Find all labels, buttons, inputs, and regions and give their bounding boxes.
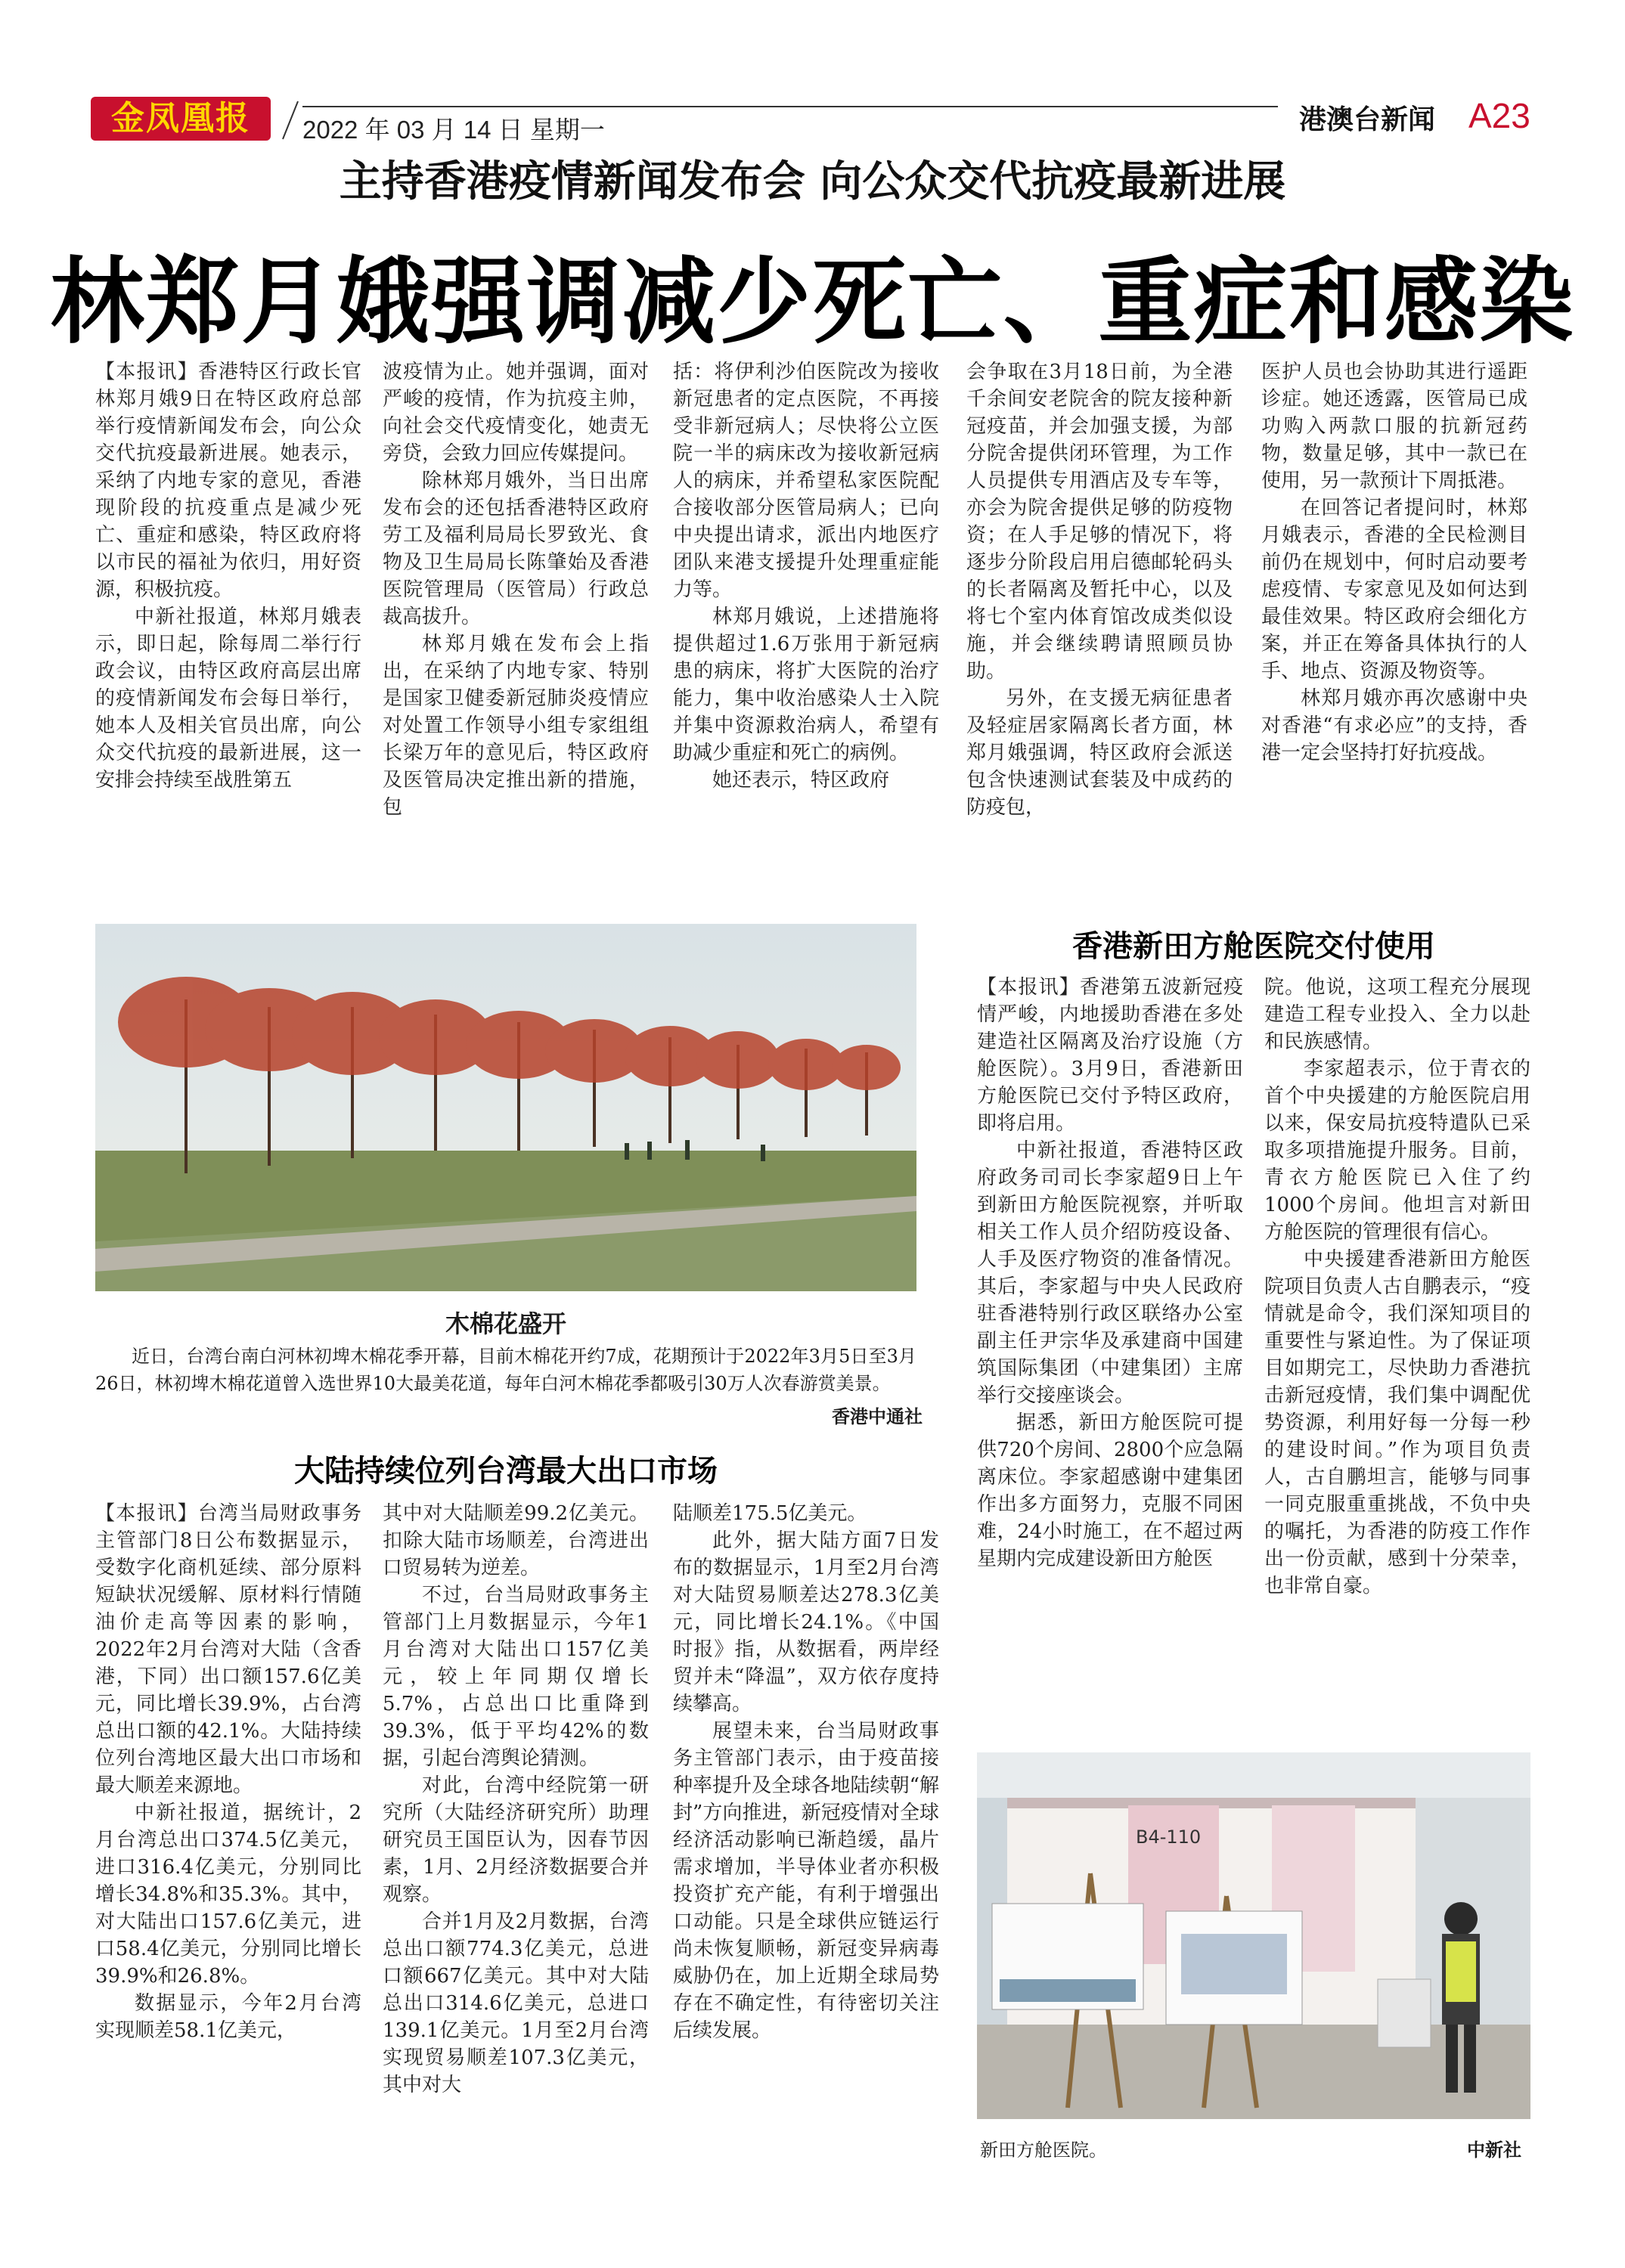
hospital-photo: [977, 1752, 1530, 2119]
hospital-photo-credit: 中新社: [1467, 2139, 1521, 2161]
lead-column-4: [966, 358, 1233, 903]
paragraph: 林郑月娥说，上述措施将提供超过1.6万张用于新冠病患的病床，将扩大医院的治疗能力，集中收治感染人士入院并集中资源救治病人，希望有助减少重症和死亡的病例。: [673, 606, 939, 764]
hk-column-1: [977, 974, 1243, 1737]
paragraph: 【本报讯】香港第五波新冠疫情严峻，内地援助香港在多处建造社区隔离及治疗设施（方舱医院）。3月9日，香港新田方舱医院已交付予特区政府，即将启用。: [977, 976, 1243, 1135]
paragraph: 展望未来，台当局财政事务主管部门表示，由于疫苗接种率提升及全球各地陆续朝“解封”方向推进，新冠疫情对全球经济活动影响已渐趋缓，晶片需求增加，半导体业者亦积极投资扩充产能，有利于增强出口动能。只是全球供应链运行尚未恢复顺畅，新冠变异病毒威胁仍在，加上近期全球局势存在不确定性，有待密切关注后续发展。: [673, 1720, 939, 2042]
section-name: 港澳台新闻: [1299, 104, 1436, 135]
kapok-photo-title: 木棉花盛开: [445, 1309, 566, 1338]
paragraph: 中新社报道，香港特区政府政务司司长李家超9日上午到新田方舱医院视察，并听取相关工作人员介绍防疫设备、人手及医疗物资的准备情况。其后，李家超与中央人民政府驻香港特别行政区联络办公室副主任尹宗华及承建商中国建筑国际集团（中建集团）主席举行交接座谈会。: [977, 1139, 1243, 1407]
lead-subheadline: 主持香港疫情新闻发布会 向公众交代抗疫最新进展: [339, 157, 1286, 206]
issue-date: 2022 年 03 月 14 日 星期一: [302, 116, 605, 144]
paragraph: 据悉，新田方舱医院可提供720个房间、2800个应急隔离床位。李家超感谢中建集团作出多方面努力，克服不同困难，24小时施工，在不超过两星期内完成建设新田方舱医: [977, 1411, 1243, 1570]
lead-headline: 林郑月娥强调减少死亡、重症和感染: [50, 248, 1575, 357]
paragraph: 她还表示，特区政府: [712, 769, 890, 792]
hk-column-2: [1264, 974, 1530, 1737]
paragraph: 中央援建香港新田方舱医院项目负责人古自鹏表示，“疫情就是命令，我们深知项目的重要性与紧迫性。为了保证项目如期完工，尽快助力香港抗击新冠疫情，我们集中调配优势资源，利用好每一分每一秒的建设时间。”作为项目负责人，古自鹏坦言，能够与同事一同克服重重挑战，不负中央的嘱托，为香港的防疫工作作出一份贡献，感到十分荣幸，也非常自豪。: [1264, 1248, 1530, 1597]
kapok-tree-photo: [95, 924, 916, 1291]
taiwan-column-1: [95, 1500, 361, 2127]
paragraph: 合并1月及2月数据，台湾总出口额774.3亿美元，总进口额667亿美元。其中对大陆总出口314.6亿美元，总进口139.1亿美元。1月至2月台湾实现贸易顺差107.3亿美元，其中对大: [383, 1910, 649, 2096]
taiwan-article-title: 大陆持续位列台湾最大出口市场: [294, 1454, 718, 1489]
taiwan-column-3: [673, 1500, 939, 2127]
lead-column-1: [95, 358, 361, 903]
header-rule: [302, 106, 1278, 107]
kapok-photo-credit: 香港中通社: [832, 1406, 923, 1427]
paragraph: 【本报讯】香港特区行政长官林郑月娥9日在特区政府总部举行疫情新闻发布会，向公众交代抗疫最新进展。她表示，采纳了内地专家的意见，香港现阶段的抗疫重点是减少死亡、重症和感染，特区政府将以市民的福祉为依归，用好资源，积极抗疫。: [95, 361, 361, 601]
kapok-tree-illustration: [95, 924, 916, 1291]
lead-column-3: [673, 358, 939, 903]
paragraph: 中新社报道，据统计，2月台湾总出口374.5亿美元，进口316.4亿美元，分别同比增长34.8%和35.3%。其中，对大陆出口157.6亿美元，进口58.4亿美元，分别同比增长39.9%和26.8%。: [95, 1802, 361, 1988]
hk-article-title: 香港新田方舱医院交付使用: [1072, 929, 1435, 964]
paragraph: 在回答记者提问时，林郑月娥表示，香港的全民检测目前仍在规划中，何时启动要考虑疫情、专家意见及如何达到最佳效果。特区政府会细化方案，并正在筹备具体执行的人手、地点、资源及物资等。: [1261, 497, 1527, 683]
paragraph: 中新社报道，林郑月娥表示，即日起，除每周二举行行政会议，由特区政府高层出席的疫情新闻发布会每日举行，她本人及相关官员出席，向公众交代抗疫的最新进展，这一安排会持续至战胜第五: [95, 606, 361, 792]
paragraph: 数据显示，今年2月台湾实现顺差58.1亿美元，: [95, 1992, 361, 2042]
paragraph: 括：将伊利沙伯医院改为接收新冠患者的定点医院，不再接受非新冠病人；尽快将公立医院一半的病床改为接收新冠病人的病床，并希望私家医院配合接收部分医管局病人；已向中央提出请求，派出内地医疗团队来港支援提升处理重症能力等。: [673, 361, 939, 601]
lead-column-5: [1261, 358, 1527, 903]
paragraph: 对此，台湾中经院第一研究所（大陆经济研究所）助理研究员王国臣认为，因春节因素，1月、2月经济数据要合并观察。: [383, 1774, 649, 1906]
header-divider-slash: [278, 98, 301, 142]
paragraph: 林郑月娥在发布会上指出，在采纳了内地专家、特别是国家卫健委新冠肺炎疫情应对处置工作领导小组专家组组长梁万年的意见后，特区政府及医管局决定推出新的措施，包: [383, 633, 649, 819]
paragraph: 会争取在3月18日前，为全港千余间安老院舍的院友接种新冠疫苗，并会加强支援，为部分院舍提供闭环管理，为工作人员提供专用酒店及专车等，亦会为院舍提供足够的防疫物资；在人手足够的情况下，将逐步分阶段启用启德邮轮码头的长者隔离及暂托中心，以及将七个室内体育馆改成类似设施，并会继续聘请照顾员协助。: [966, 361, 1233, 683]
taiwan-column-2: [383, 1500, 649, 2127]
paragraph: 波疫情为止。她并强调，面对严峻的疫情，作为抗疫主帅，向社会交代疫情变化，她责无旁贷，会致力回应传媒提问。: [383, 361, 649, 465]
paragraph: 此外，据大陆方面7日发布的数据显示，1月至2月台湾对大陆贸易顺差达278.3亿美元，同比增长24.1%。《中国时报》指，从数据看，两岸经贸并未“降温”，双方依存度持续攀高。: [673, 1529, 939, 1715]
hospital-illustration: [977, 1752, 1530, 2119]
caption-text: 近日，台湾台南白河林初埤木棉花季开幕，目前木棉花开约7成，花期预计于2022年3月5日至3月26日，林初埤木棉花道曾入选世界10大最美花道，每年白河木棉花季都吸引30万人次春游赏美景。: [95, 1346, 916, 1394]
lead-column-2: [383, 358, 649, 903]
paragraph: 院。他说，这项工程充分展现建造工程专业投入、全力以赴和民族感情。: [1264, 976, 1530, 1053]
paragraph: 其中对大陆顺差99.2亿美元。扣除大陆市场顺差，台湾进出口贸易转为逆差。: [383, 1502, 649, 1579]
paragraph: 林郑月娥亦再次感谢中央对香港“有求必应”的支持，香港一定会坚持打好抗疫战。: [1261, 687, 1527, 764]
hospital-photo-caption: 新田方舱医院。: [980, 2139, 1107, 2161]
paragraph: 另外，在支援无病征患者及轻症居家隔离长者方面，林郑月娥强调，特区政府会派送包含快速测试套装及中成药的防疫包，: [966, 687, 1233, 819]
paragraph: 陆顺差175.5亿美元。: [673, 1502, 867, 1525]
kapok-photo-caption: [95, 1343, 916, 1397]
paragraph: 除林郑月娥外，当日出席发布会的还包括香港特区政府劳工及福利局局长罗致光、食物及卫生局局长陈肇始及香港医院管理局（医管局）行政总裁高拔升。: [383, 469, 649, 628]
page-number: A23: [1468, 96, 1530, 135]
newspaper-logo: 金凤凰报: [91, 97, 271, 141]
paragraph: 李家超表示，位于青衣的首个中央援建的方舱医院启用以来，保安局抗疫特遣队已采取多项措施提升服务。目前，青衣方舱医院已入住了约1000个房间。他坦言对新田方舱医院的管理很有信心。: [1264, 1058, 1530, 1244]
paragraph: 不过，台当局财政事务主管部门上月数据显示，今年1月台湾对大陆出口157亿美元，较上年同期仅增长5.7%，占总出口比重降到39.3%，低于平均42%的数据，引起台湾舆论猜测。: [383, 1584, 649, 1770]
paragraph: 医护人员也会协助其进行遥距诊症。她还透露，医管局已成功购入两款口服的抗新冠药物，数量足够，其中一款已在使用，另一款预计下周抵港。: [1261, 361, 1527, 492]
paragraph: 【本报讯】台湾当局财政事务主管部门8日公布数据显示，受数字化商机延续、部分原料短缺状况缓解、原材料行情随油价走高等因素的影响，2022年2月台湾对大陆（含香港，下同）出口额157.6亿美元，同比增长39.9%，占台湾总出口额的42.1%。大陆持续位列台湾地区最大出口市场和最大顺差来源地。: [95, 1502, 361, 1797]
room-label: B4-110: [1136, 1826, 1202, 1848]
